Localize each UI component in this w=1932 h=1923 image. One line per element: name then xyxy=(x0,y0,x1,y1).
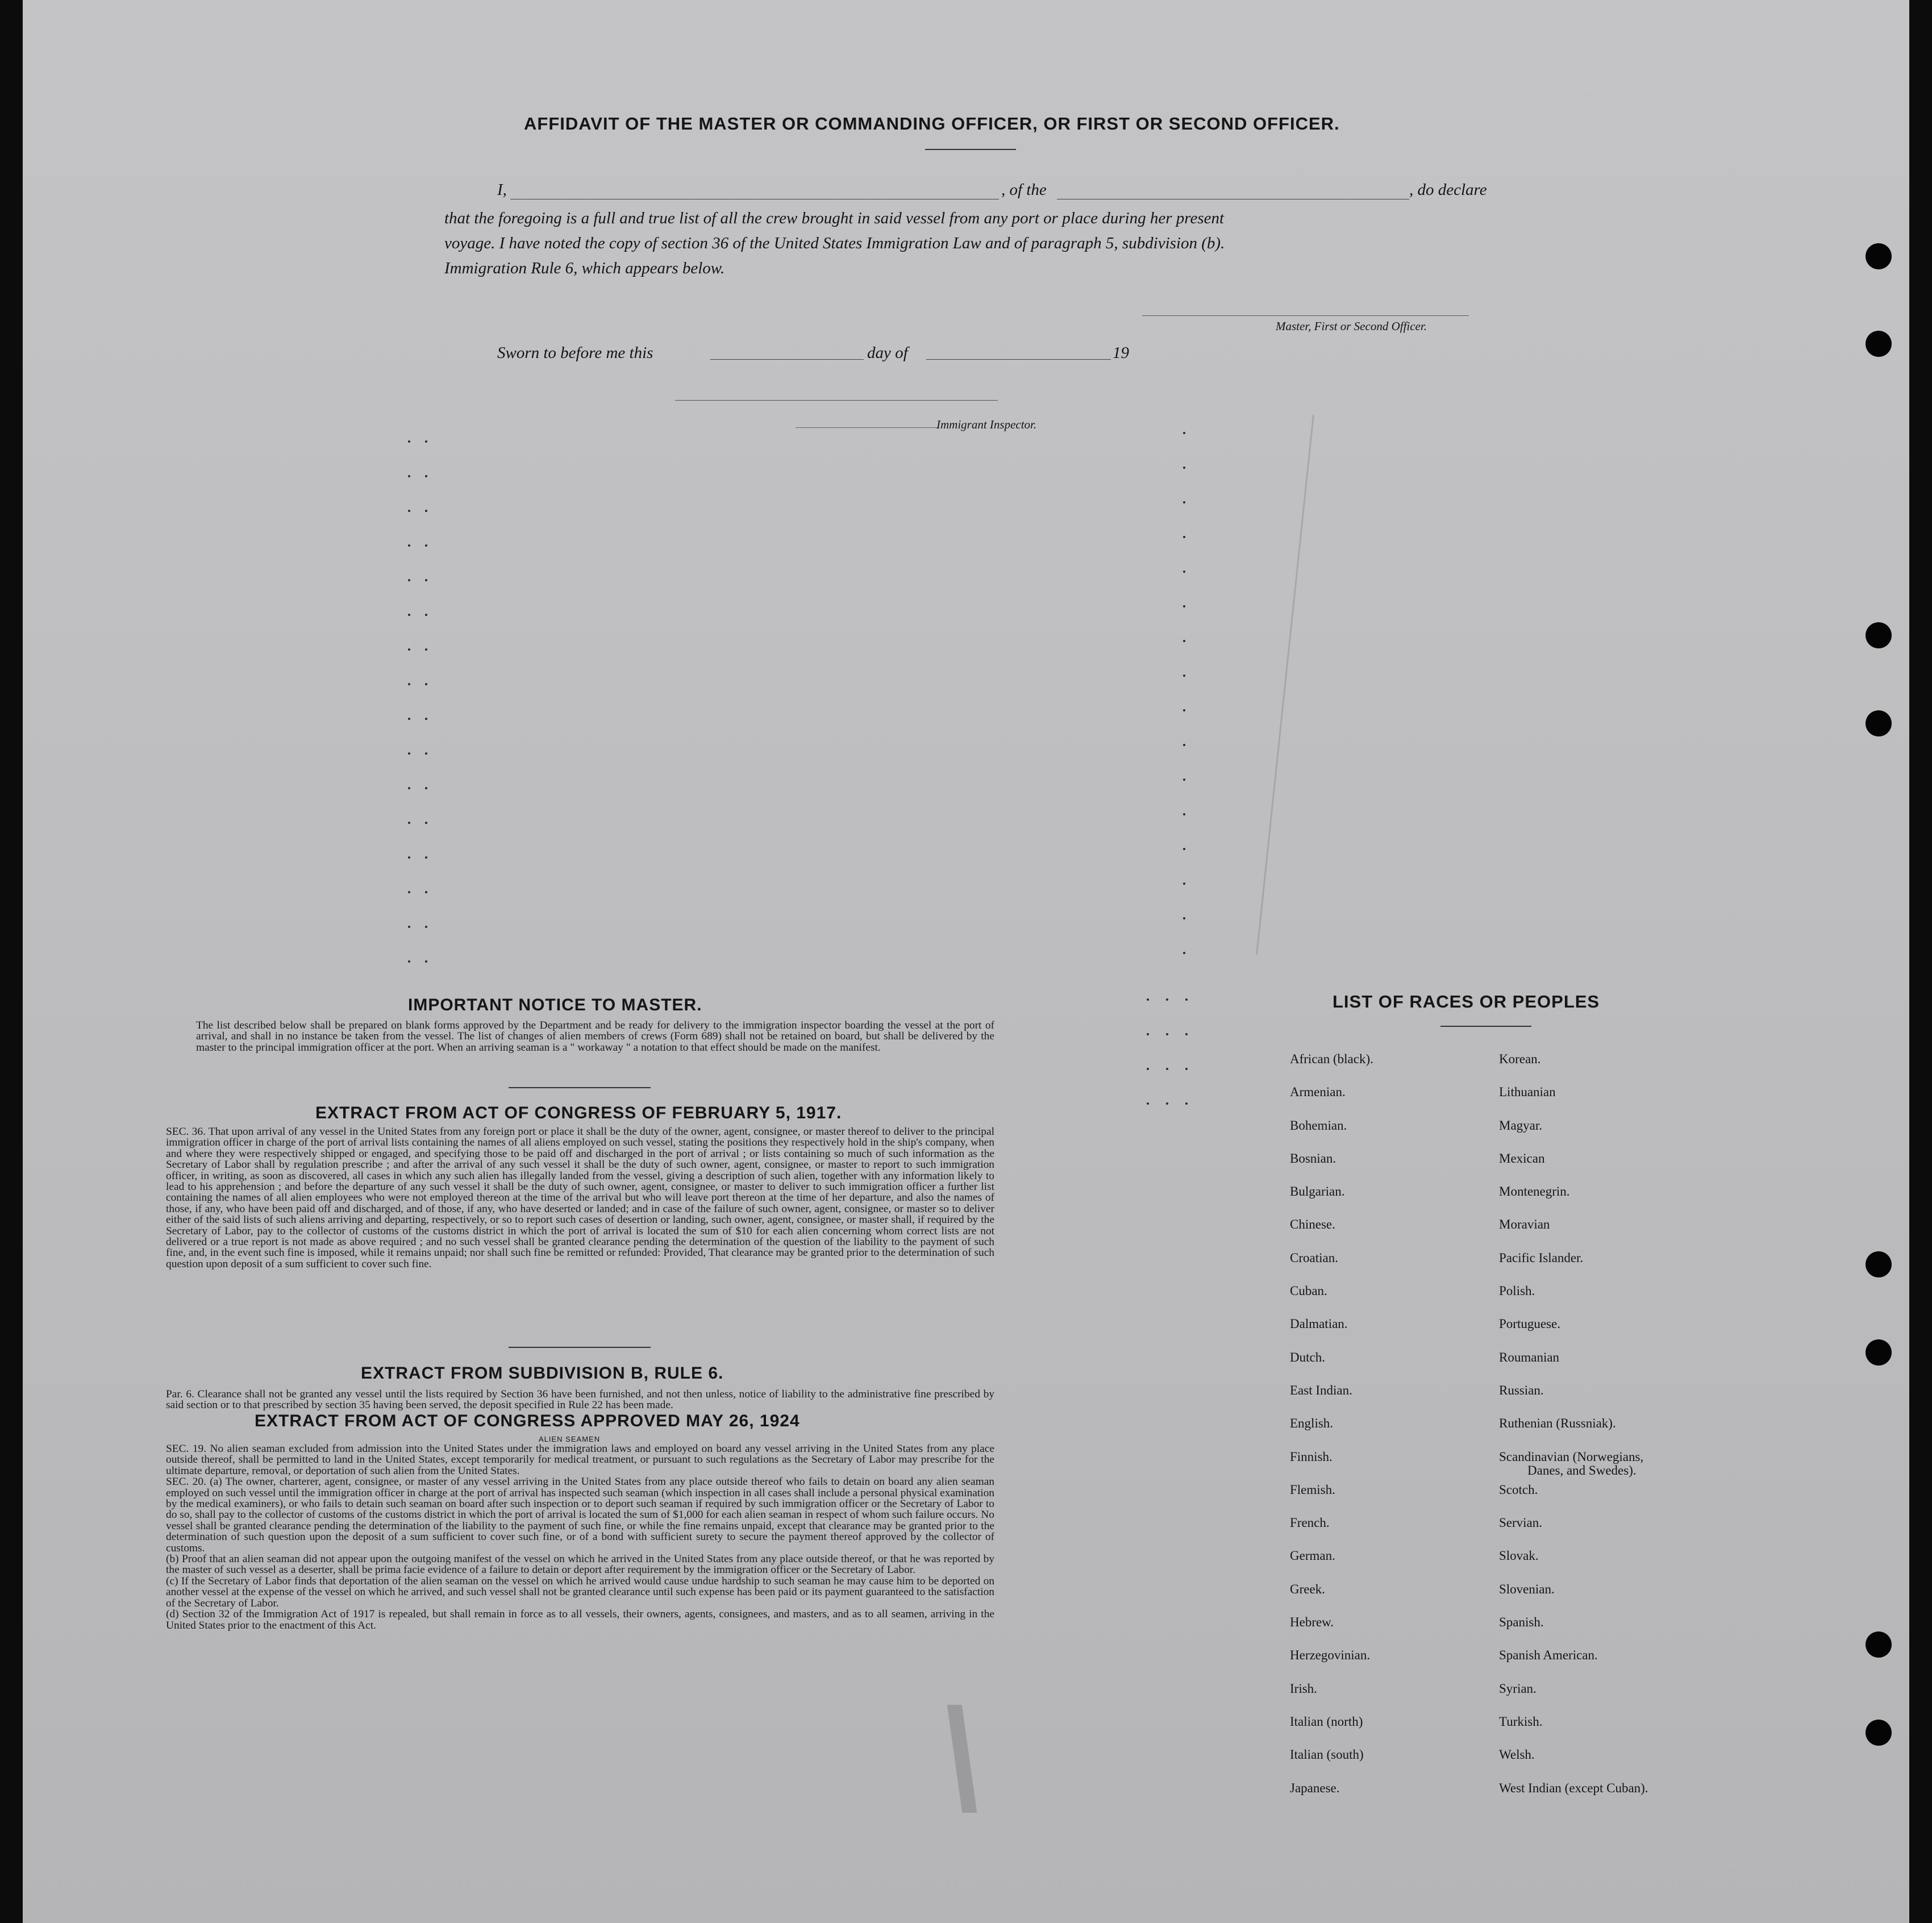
leader-dot xyxy=(425,544,427,547)
leader-dot xyxy=(1183,952,1185,954)
leader-dot xyxy=(408,718,410,720)
leader-dot xyxy=(425,510,427,512)
race-item: Greek. xyxy=(1290,1581,1325,1596)
extract-1924-body xyxy=(166,1443,994,1631)
punch-hole xyxy=(1866,710,1892,736)
leader-dot xyxy=(1183,501,1185,503)
leader-dot xyxy=(425,822,427,824)
punch-hole xyxy=(1866,1339,1892,1366)
year-prefix: 19 xyxy=(1113,344,1129,362)
sworn-day-field[interactable] xyxy=(710,359,864,360)
race-item: Bosnian. xyxy=(1290,1151,1336,1166)
punch-hole xyxy=(1866,622,1892,648)
divider xyxy=(925,149,1016,150)
race-item: Roumanian xyxy=(1499,1350,1560,1364)
race-item: Russian. xyxy=(1499,1383,1544,1397)
race-item: Welsh. xyxy=(1499,1747,1535,1762)
race-item: Hebrew. xyxy=(1290,1615,1334,1630)
race-item: Syrian. xyxy=(1499,1681,1537,1696)
leader-dot xyxy=(425,648,427,651)
race-item: Chinese. xyxy=(1290,1217,1335,1232)
declaration-line: that the foregoing is a full and true list of all the crew brought in said vessel from any port or place during her present xyxy=(444,209,1225,227)
race-item: Spanish. xyxy=(1499,1615,1544,1630)
of-the-label: , of the xyxy=(1001,181,1047,199)
leader-dot xyxy=(425,614,427,616)
leader-dot xyxy=(1183,917,1185,919)
race-item: Croatian. xyxy=(1290,1250,1338,1265)
divider xyxy=(796,427,938,428)
extract-rule6-body: Par. 6. Clearance shall not be granted any vessel until the lists required by Section 36 have been furnished, and not then unless, notice of liability to the administrative fine prescribed by said section or to that prescribed by section 35 having been served, the deposit specified in Rule 22 has been made. xyxy=(166,1388,994,1412)
notice-body: The list described below shall be prepared on blank forms approved by the Department and be ready for delivery to the immigration inspector boarding the vessel at the port of arrival, and shall in no instance be taken from the vessel. The list of changes of alien members of crews (Form 689) shall not be retained on board, but shall be delivered by the master to the principal immigration officer at the port. When an arriving seaman is a " workaway " a notation to that effect should be made on the manifest. xyxy=(196,1019,994,1054)
leader-dot xyxy=(425,926,427,928)
divider xyxy=(1440,1026,1531,1027)
race-item: Montenegrin. xyxy=(1499,1184,1570,1199)
race-item: Flemish. xyxy=(1290,1482,1335,1497)
declaration-text xyxy=(444,206,1225,281)
leader-dot xyxy=(425,718,427,720)
race-item-continuation: Danes, and Swedes). xyxy=(1527,1463,1637,1477)
leader-dot xyxy=(425,752,427,755)
bleed-through-mark xyxy=(947,1705,977,1813)
section-19: SEC. 19. No alien seaman excluded from admission into the United States under the immigration laws and employed on board any vessel arriving in the United States from any place outside thereof, shall be permitted to land in the United States, except temporarily for medical treatment, or pursuant to such regulations as the Secretary of Labor may prescribe for the ultimate departure, removal, or deportation of such alien from the United States. xyxy=(166,1443,994,1477)
sworn-month-field[interactable] xyxy=(926,359,1111,360)
race-item: Servian. xyxy=(1499,1516,1543,1530)
race-item: Herzegovinian. xyxy=(1290,1648,1371,1663)
leader-dot xyxy=(1183,813,1185,815)
leader-dot xyxy=(1183,848,1185,850)
race-item: Dutch. xyxy=(1290,1350,1325,1364)
leader-dot xyxy=(1183,709,1185,711)
race-item: French. xyxy=(1290,1516,1330,1530)
leader-dot xyxy=(425,856,427,859)
leader-dot xyxy=(408,544,410,547)
section-20c: (c) If the Secretary of Labor finds that deportation of the alien seaman on the vessel on which he arrived would cause undue hardship to such seaman he may cause him to be deported on another vessel at the expense of the vessel on which he arrived, and such vessel shall not be granted clearance until such expense has been paid or its payment guaranteed to the satisfaction of the Secretary of Labor. xyxy=(166,1575,994,1609)
race-item: Spanish American. xyxy=(1499,1648,1598,1663)
leader-dot xyxy=(1183,536,1185,538)
race-item: Moravian xyxy=(1499,1217,1550,1232)
race-item: Scotch. xyxy=(1499,1482,1538,1497)
leader-dot xyxy=(1185,1033,1188,1035)
leader-dot xyxy=(1183,640,1185,642)
leader-dot xyxy=(1147,1102,1149,1105)
race-item: Slovak. xyxy=(1499,1549,1539,1563)
race-item: Italian (south) xyxy=(1290,1747,1364,1762)
race-item: Cuban. xyxy=(1290,1284,1327,1298)
leader-dot xyxy=(1147,1033,1149,1035)
leader-dot xyxy=(1147,1068,1149,1070)
leader-dot xyxy=(1183,432,1185,434)
section-20b: (b) Proof that an alien seaman did not appear upon the outgoing manifest of the vessel on which he arrived in the United States from any place outside thereof, or that he was reported by the master of such vessel as a deserter, shall be prima facie evidence of a failure to detain or deport after requirement by the immigration officer or the Secretary of Labor. xyxy=(166,1553,994,1576)
extract-rule6-title: EXTRACT FROM SUBDIVISION B, RULE 6. xyxy=(361,1364,724,1383)
race-item: Armenian. xyxy=(1290,1085,1346,1100)
leader-dot xyxy=(408,787,410,789)
leader-dot xyxy=(425,683,427,685)
signature-caption: Master, First or Second Officer. xyxy=(1276,319,1427,333)
leader-dot xyxy=(1185,1102,1188,1105)
punch-hole xyxy=(1866,1631,1892,1658)
section-20d: (d) Section 32 of the Immigration Act of 1917 is repealed, but shall remain in force as to all vessels, their owners, agents, consignees, and masters, and as to all seamen, arriving in the United States prior to the enactment of this Act. xyxy=(166,1608,994,1631)
leader-dot xyxy=(1166,1102,1168,1105)
leader-dot xyxy=(408,926,410,928)
race-item: Turkish. xyxy=(1499,1714,1543,1729)
inspector-caption: Immigrant Inspector. xyxy=(936,418,1037,431)
scan-border-right xyxy=(1909,0,1932,1923)
race-item: Mexican xyxy=(1499,1151,1545,1166)
leader-dot xyxy=(1183,883,1185,885)
leader-dot xyxy=(1166,1033,1168,1035)
punch-hole xyxy=(1866,243,1892,269)
divider xyxy=(509,1347,651,1348)
race-item: Slovenian. xyxy=(1499,1581,1555,1596)
race-item: English. xyxy=(1290,1416,1334,1431)
leader-dot xyxy=(425,891,427,893)
race-item xyxy=(1499,1449,1648,1482)
race-item: Italian (north) xyxy=(1290,1714,1363,1729)
leader-dot xyxy=(408,648,410,651)
sworn-label: Sworn to before me this xyxy=(497,344,653,362)
race-item: Ruthenian (Russniak). xyxy=(1499,1416,1616,1431)
leader-dot xyxy=(1183,675,1185,677)
punch-hole xyxy=(1866,331,1892,357)
extract-1924-subtitle: ALIEN SEAMEN xyxy=(539,1435,601,1443)
race-item: Portuguese. xyxy=(1499,1317,1560,1331)
race-item: Bohemian. xyxy=(1290,1118,1347,1133)
inspector-signature-field[interactable] xyxy=(675,400,998,401)
leader-dot xyxy=(1183,744,1185,746)
extract-1917-body: SEC. 36. That upon arrival of any vessel in the United States from any foreign port or place it shall be the duty of the owner, agent, consignee, or master thereof to deliver to the principal immigration officer in charge of the port of arrival lists containing the names of all aliens employed on such vessel, stating the positions they respectively hold in the ship's company, when and where they were respectively shipped or engaged, and specifying those to be paid off and discharged in the port of arrival ; or lists containing so much of such information as the Secretary of Labor shall by regulation prescribe ; and after the arrival of any such vessel it shall be the duty of such owner, agent, consignee, or master to report to such immigration officer, in writing, as soon as discovered, all cases in which any such alien has illegally landed from the vessel, giving a description of such alien, together with any information likely to lead to his apprehension ; and before the departure of any such vessel it shall be the duty of such owner, agent, consignee, or master to deliver to such immigration officer a further list containing the names of all alien employees who were not employed thereon at the time of the arrival but who will leave port thereon at the time of her departure, and also the names of those, if any, who have been paid off and discharged, and of those, if any, who have deserted or landed; and in case of the failure of such owner, agent, consignee, or master so to deliver either of the said lists of such aliens arriving and departing, respectively, or so to report such cases of desertion or landing, such owner, agent, consignee, or master shall, if required by the Secretary of Labor, pay to the collector of customs of the customs district in which the port of arrival is located the sum of $10 for each alien concerning whom correct lists are not delivered or a true report is not made as above required ; and no such vessel shall be granted clearance pending the determination of the question of the liability to the payment of such fine, and, in the event such fine is imposed, while it remains unpaid; nor shall such fine be remitted or refunded: Provided, That clearance may be granted prior to the determination of such question upon deposit of a sum sufficient to cover such fine. xyxy=(166,1126,994,1270)
leader-dot xyxy=(408,891,410,893)
race-item: Korean. xyxy=(1499,1052,1541,1066)
extract-1917-title: EXTRACT FROM ACT OF CONGRESS OF FEBRUARY 5, 1917. xyxy=(315,1104,842,1122)
leader-dot xyxy=(1166,1068,1168,1070)
leader-dot xyxy=(425,579,427,581)
races-left-column xyxy=(1290,1051,1373,1813)
race-item: East Indian. xyxy=(1290,1383,1352,1397)
declaration-line: Immigration Rule 6, which appears below. xyxy=(444,259,725,277)
leader-dot xyxy=(408,683,410,685)
signature-field[interactable] xyxy=(1142,315,1469,316)
race-item: Polish. xyxy=(1499,1284,1535,1298)
punch-hole xyxy=(1866,1720,1892,1746)
leader-dot xyxy=(408,822,410,824)
leader-dot xyxy=(1185,1068,1188,1070)
leader-dot xyxy=(425,440,427,443)
leader-dot xyxy=(1183,571,1185,573)
leader-dot xyxy=(408,579,410,581)
leader-dot xyxy=(408,960,410,963)
affiant-label: I, xyxy=(497,181,507,199)
leader-dot xyxy=(408,614,410,616)
races-right-column xyxy=(1499,1051,1648,1813)
leader-dot xyxy=(425,787,427,789)
leader-dot xyxy=(1166,998,1168,1001)
race-item: Dalmatian. xyxy=(1290,1317,1348,1331)
divider xyxy=(509,1087,651,1088)
declaration-line: voyage. I have noted the copy of section 36 of the United States Immigration Law and of paragraph 5, subdivision (b). xyxy=(444,234,1225,252)
race-item: Japanese. xyxy=(1290,1780,1340,1795)
punch-hole xyxy=(1866,1251,1892,1277)
notice-title: IMPORTANT NOTICE TO MASTER. xyxy=(408,996,702,1014)
races-title: LIST OF RACES OR PEOPLES xyxy=(1333,992,1600,1012)
do-declare-label: , do declare xyxy=(1409,181,1487,199)
leader-dot xyxy=(408,475,410,477)
leader-dot xyxy=(408,856,410,859)
leader-dot xyxy=(425,960,427,963)
section-20a: SEC. 20. (a) The owner, charterer, agent, consignee, or master of any vessel arriving in the United States from any place outside thereof who fails to detain on board any alien seaman employed on such vessel until the immigration officer in charge at the port of arrival has inspected such seaman (which inspection in all cases shall include a personal physical examination by the medical examiners), or who fails to detain such seaman on board after such inspection or to deport such seaman if required by such immigration officer or the Secretary of Labor to do so, shall pay to the collector of customs of the customs district in which the port of arrival is located the sum of $1,000 for each alien seaman in respect of whom such failure occurs. No vessel shall be granted clearance pending the determination of the liability to the payment of such fine, or while the fine remains unpaid, except that clearance may be granted prior to the determination of such question upon the deposit of a sum sufficient to cover such fine, or of a bond with sufficient surety to secure the payment thereof approved by the collector of customs. xyxy=(166,1476,994,1554)
affidavit-title: AFFIDAVIT OF THE MASTER OR COMMANDING OFFICER, OR FIRST OR SECOND OFFICER. xyxy=(524,114,1340,134)
race-item-text: Scandinavian (Norwegians, xyxy=(1499,1449,1644,1464)
race-item: Bulgarian. xyxy=(1290,1184,1345,1199)
leader-dot xyxy=(1147,998,1149,1001)
bleed-through-mark xyxy=(1256,415,1314,955)
leader-dot xyxy=(408,440,410,443)
race-item: Magyar. xyxy=(1499,1118,1543,1133)
race-item: German. xyxy=(1290,1549,1335,1563)
race-item: Pacific Islander. xyxy=(1499,1250,1584,1265)
race-item: Lithuanian xyxy=(1499,1085,1556,1100)
race-item: Finnish. xyxy=(1290,1449,1333,1464)
leader-dot xyxy=(425,475,427,477)
leader-dot xyxy=(1183,605,1185,607)
race-item: Irish. xyxy=(1290,1681,1317,1696)
leader-dot xyxy=(1183,467,1185,469)
race-item: West Indian (except Cuban). xyxy=(1499,1780,1648,1795)
leader-dot xyxy=(408,752,410,755)
leader-dot xyxy=(1183,779,1185,781)
day-of-label: day of xyxy=(867,344,908,362)
extract-1924-title: EXTRACT FROM ACT OF CONGRESS APPROVED MAY 26, 1924 xyxy=(255,1412,800,1430)
leader-dot xyxy=(1185,998,1188,1001)
race-item: African (black). xyxy=(1290,1052,1373,1066)
scan-border-left xyxy=(0,0,23,1923)
leader-dot xyxy=(408,510,410,512)
